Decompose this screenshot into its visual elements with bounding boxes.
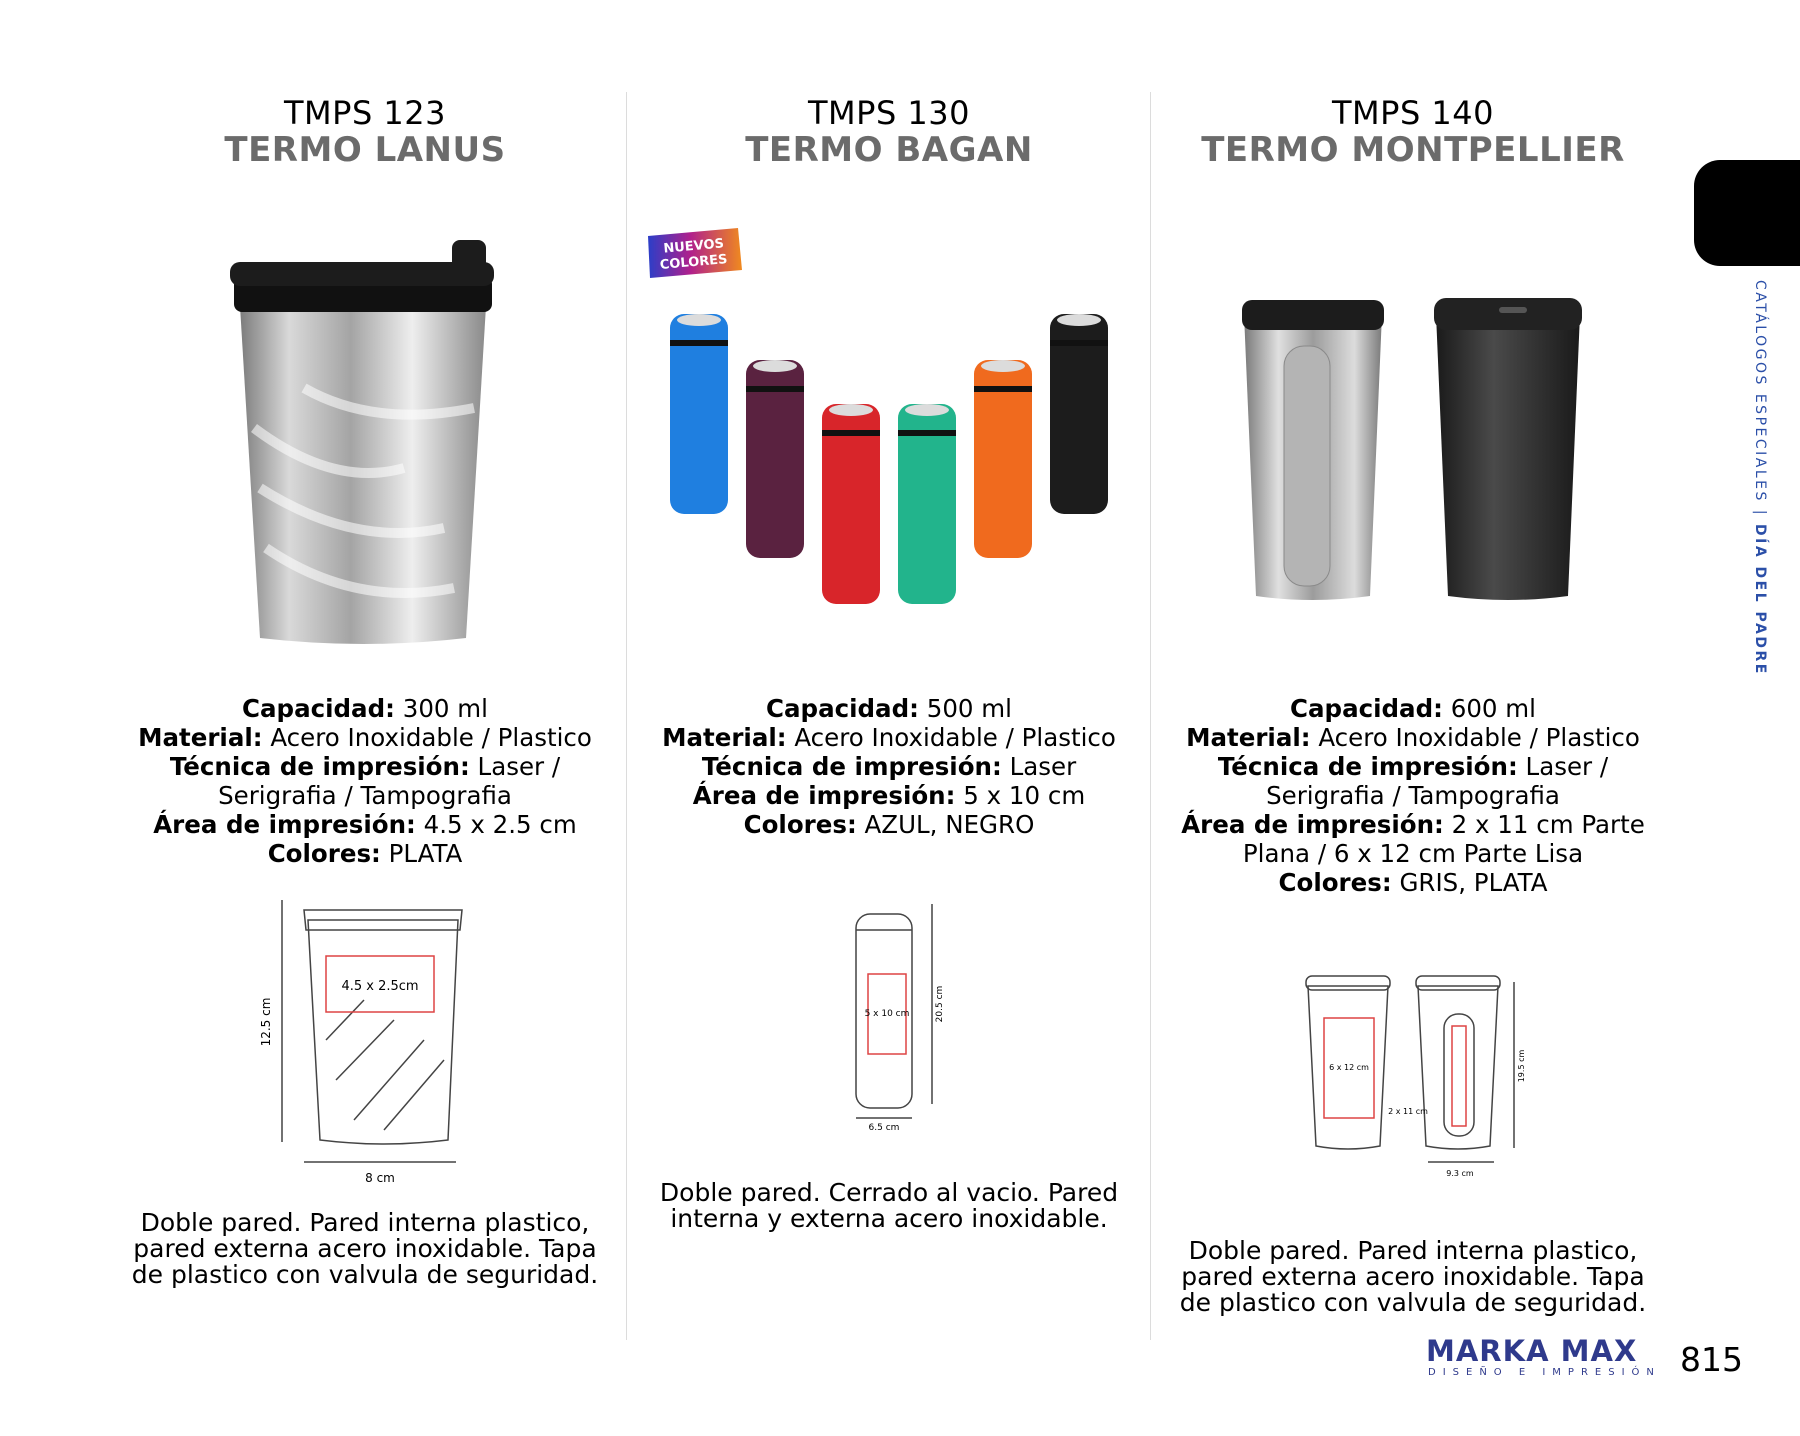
product-description: Doble pared. Cerrado al vacio. Pared interna y externa acero inoxidable.: [659, 1178, 1119, 1233]
height-label: 19.5 cm: [1517, 1049, 1526, 1083]
bottle-band: [1050, 340, 1108, 346]
product-photo: [628, 300, 1150, 620]
badge-line-1: NUEVOS: [662, 236, 725, 257]
product-name: TERMO BAGAN: [745, 130, 1033, 170]
page-number: 815: [1680, 1340, 1743, 1379]
bottle-band: [974, 386, 1032, 392]
product-code: TMPS 123: [283, 94, 446, 132]
technical-drawing: [1152, 970, 1674, 1180]
product-name: TERMO MONTPELLIER: [1201, 130, 1625, 170]
print-area-label: 4.5 x 2.5cm: [341, 979, 419, 994]
bottle-band: [898, 430, 956, 436]
product-description: Doble pared. Pared interna plastico, pared externa acero inoxidable. Tapa de plastico con valvula de seguridad.: [1179, 1236, 1647, 1317]
technical-drawing: [628, 900, 1150, 1130]
bottle-cap: [981, 360, 1025, 372]
product-specs: Capacidad: 300 ml Material: Acero Inoxidable / Plastico Técnica de impresión: Laser / Serigrafia / Tampografia Área de impresión: 4.5 x 2.5 cm Colores: PLATA: [138, 694, 592, 868]
product-card-tmps-123: [104, 0, 626, 1436]
print-area-label: 6 x 12 cm: [1329, 1063, 1369, 1072]
new-colors-badge: [644, 226, 744, 280]
height-label: 20.5 cm: [935, 985, 945, 1023]
product-name: TERMO LANUS: [224, 130, 506, 170]
brand-logo: MARKA MAX DISEÑO E IMPRESIÓN: [1426, 1334, 1661, 1378]
product-photo: [1152, 286, 1674, 616]
product-card-tmps-130: [628, 0, 1150, 1436]
product-specs: Capacidad: 500 ml Material: Acero Inoxidable / Plastico Técnica de impresión: Laser Área de impresión: 5 x 10 cm Colores: AZUL, NEGRO: [662, 694, 1116, 839]
bottle-band: [746, 386, 804, 392]
column-divider: [626, 92, 627, 1340]
bottle-band: [670, 340, 728, 346]
section-label: CATÁLOGOS ESPECIALES | DÍA DEL PADRE: [1752, 280, 1768, 676]
width-label: 9.3 cm: [1446, 1169, 1474, 1178]
bottle-cap: [753, 360, 797, 372]
product-specs: Capacidad: 600 ml Material: Acero Inoxidable / Plastico Técnica de impresión: Laser / Serigrafia / Tampografia Área de impresión: 2 x 11 cm Parte Plana / 6 x 12 cm Parte Lisa Colores: GRIS, PLATA: [1181, 694, 1645, 897]
product-code: TMPS 130: [807, 94, 970, 132]
bottle-cap: [1057, 314, 1101, 326]
print-area-label: 2 x 11 cm: [1388, 1107, 1428, 1116]
bottle-band: [822, 430, 880, 436]
width-label: 8 cm: [365, 1171, 395, 1185]
bottle-cap: [905, 404, 949, 416]
height-label: 12.5 cm: [259, 997, 273, 1047]
product-photo: [104, 228, 626, 658]
width-label: 6.5 cm: [868, 1123, 900, 1130]
column-divider: [1150, 92, 1151, 1340]
product-description: Doble pared. Pared interna plastico, pared externa acero inoxidable. Tapa de plastico con valvula de seguridad.: [131, 1208, 599, 1289]
product-code: TMPS 140: [1331, 94, 1494, 132]
section-tab: [1694, 160, 1800, 266]
badge-line-2: COLORES: [659, 252, 729, 273]
print-area-label: 5 x 10 cm: [864, 1009, 910, 1019]
bottle-cap: [677, 314, 721, 326]
technical-drawing: [104, 890, 626, 1190]
product-card-tmps-140: [1152, 0, 1674, 1436]
bottle-cap: [829, 404, 873, 416]
